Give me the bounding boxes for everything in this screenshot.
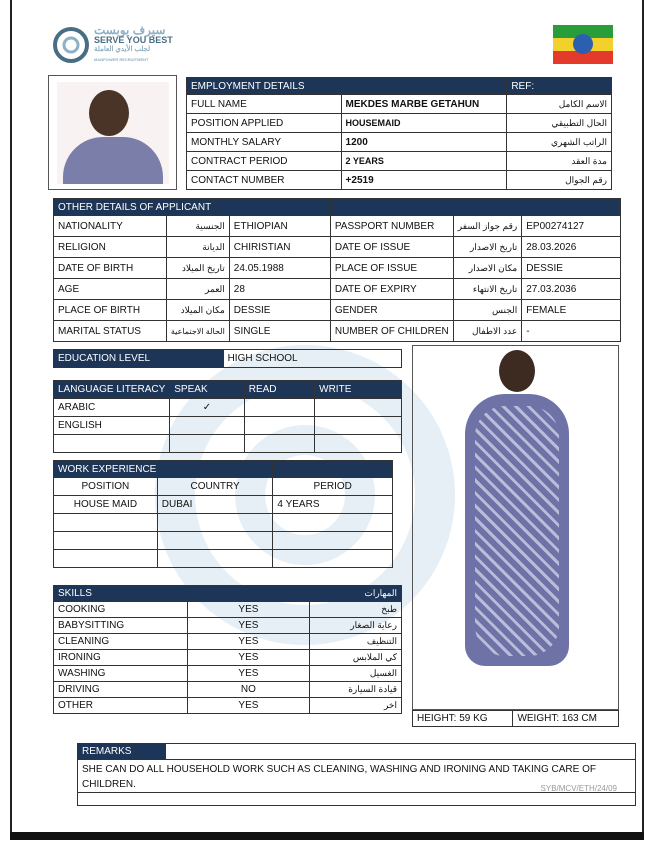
skill-arabic: طبخ — [310, 602, 402, 618]
work-experience-table — [53, 460, 393, 568]
religion-label: RELIGION — [54, 237, 167, 258]
speak-check — [170, 435, 244, 453]
skill-arabic: التنظيف — [310, 634, 402, 650]
table-row — [54, 698, 402, 714]
language-table — [53, 380, 402, 453]
contract-value: 2 YEARS — [341, 152, 507, 171]
skill-name: WASHING — [54, 666, 188, 682]
language-name — [54, 435, 170, 453]
table-row — [54, 279, 621, 300]
dob-arabic: تاريخ الميلاد — [166, 258, 229, 279]
skills-header-arabic: المهارات — [310, 586, 402, 602]
education-label: EDUCATION LEVEL — [54, 350, 224, 368]
body-measurements — [412, 710, 619, 727]
work-position: HOUSE MAID — [54, 496, 158, 514]
skill-arabic: كي الملابس — [310, 650, 402, 666]
company-logo — [52, 24, 173, 66]
position-value: HOUSEMAID — [341, 114, 507, 133]
table-row — [54, 650, 402, 666]
table-row — [54, 435, 402, 453]
write-value — [315, 417, 402, 435]
table-row — [54, 399, 402, 417]
birthplace-value: DESSIE — [229, 300, 330, 321]
country-col: COUNTRY — [157, 478, 273, 496]
ref-label: REF: — [507, 78, 612, 95]
dob-label: DATE OF BIRTH — [54, 258, 167, 279]
table-row — [54, 321, 621, 342]
skills-header: SKILLS — [54, 586, 188, 602]
skill-name: OTHER — [54, 698, 188, 714]
children-arabic: عدد الاطفال — [453, 321, 522, 342]
language-header: LANGUAGE LITERACY — [54, 381, 170, 399]
religion-value: CHIRISTIAN — [229, 237, 330, 258]
expiry-arabic: تاريخ الانتهاء — [453, 279, 522, 300]
logo-name: SERVE YOU BEST — [94, 35, 173, 45]
logo-knot-icon — [52, 24, 90, 66]
skill-arabic: رعاية الصغار — [310, 618, 402, 634]
write-value — [315, 435, 402, 453]
remarks-box — [77, 743, 636, 806]
skill-value: YES — [187, 634, 309, 650]
logo-sub: MANPOWER RECRUITMENT — [94, 57, 149, 62]
expiry-label: DATE OF EXPIRY — [330, 279, 453, 300]
age-value: 28 — [229, 279, 330, 300]
read-value — [244, 399, 314, 417]
position-arabic: الحال التطبيقي — [507, 114, 612, 133]
skill-value: YES — [187, 650, 309, 666]
skill-name: DRIVING — [54, 682, 188, 698]
salary-label: MONTHLY SALARY — [187, 133, 342, 152]
gender-label: GENDER — [330, 300, 453, 321]
marital-value: SINGLE — [229, 321, 330, 342]
table-row — [54, 514, 393, 532]
issue-date-label: DATE OF ISSUE — [330, 237, 453, 258]
remarks-header: REMARKS — [78, 744, 166, 759]
salary-value: 1200 — [341, 133, 507, 152]
skill-arabic: الغسيل — [310, 666, 402, 682]
marital-arabic: الحالة الاجتماعية — [166, 321, 229, 342]
skill-name: IRONING — [54, 650, 188, 666]
speak-header: SPEAK — [170, 381, 244, 399]
speak-check — [170, 417, 244, 435]
skill-value: YES — [187, 618, 309, 634]
skill-value: YES — [187, 666, 309, 682]
write-value — [315, 399, 402, 417]
skills-table — [53, 585, 402, 714]
issue-place-label: PLACE OF ISSUE — [330, 258, 453, 279]
gender-arabic: الجنس — [453, 300, 522, 321]
dob-value: 24.05.1988 — [229, 258, 330, 279]
table-row — [54, 666, 402, 682]
logo-sub-arabic: لجلب الأيدي العاملة — [94, 46, 151, 53]
children-value: - — [522, 321, 621, 342]
language-name: ENGLISH — [54, 417, 170, 435]
table-row — [54, 682, 402, 698]
read-header: READ — [244, 381, 314, 399]
passport-label: PASSPORT NUMBER — [330, 216, 453, 237]
table-row — [54, 550, 393, 568]
nationality-value: ETHIOPIAN — [229, 216, 330, 237]
speak-check: ✓ — [170, 399, 244, 417]
employment-details-table — [186, 77, 612, 190]
ethiopia-flag — [553, 25, 613, 64]
education-value: HIGH SCHOOL — [223, 350, 401, 368]
issue-place-value: DESSIE — [522, 258, 621, 279]
table-row — [54, 216, 621, 237]
table-row — [54, 417, 402, 435]
document-code: SYB/MCV/ETH/24/09 — [540, 784, 617, 793]
skill-value: YES — [187, 698, 309, 714]
read-value — [244, 435, 314, 453]
education-table — [53, 349, 402, 368]
birthplace-arabic: مكان الميلاد — [166, 300, 229, 321]
passport-arabic: رقم جواز السفر — [453, 216, 522, 237]
contract-arabic: مدة العقد — [507, 152, 612, 171]
applicant-photo-full — [412, 345, 619, 710]
marital-label: MARITAL STATUS — [54, 321, 167, 342]
issue-date-arabic: تاريخ الاصدار — [453, 237, 522, 258]
skill-value: NO — [187, 682, 309, 698]
logo-arabic: سيرف يوبست — [94, 23, 166, 37]
period-col: PERIOD — [273, 478, 393, 496]
full-name-arabic: الاسم الكامل — [507, 95, 612, 114]
issue-place-arabic: مكان الاصدار — [453, 258, 522, 279]
height-value: HEIGHT: 59 KG — [413, 711, 513, 727]
skill-name: CLEANING — [54, 634, 188, 650]
birthplace-label: PLACE OF BIRTH — [54, 300, 167, 321]
skill-arabic: اخر — [310, 698, 402, 714]
skill-value: YES — [187, 602, 309, 618]
children-label: NUMBER OF CHILDREN — [330, 321, 453, 342]
issue-date-value: 28.03.2026 — [522, 237, 621, 258]
work-header: WORK EXPERIENCE — [54, 461, 273, 478]
flag-emblem-icon — [573, 34, 593, 54]
age-arabic: العمر — [166, 279, 229, 300]
other-details-header: OTHER DETAILS OF APPLICANT — [54, 199, 331, 216]
skill-name: COOKING — [54, 602, 188, 618]
nationality-arabic: الجنسية — [166, 216, 229, 237]
passport-value: EP00274127 — [522, 216, 621, 237]
employment-header: EMPLOYMENT DETAILS — [187, 78, 507, 95]
table-row — [54, 258, 621, 279]
work-country: DUBAI — [157, 496, 273, 514]
bottom-bar — [10, 832, 644, 840]
write-header: WRITE — [315, 381, 402, 399]
table-row — [54, 618, 402, 634]
table-row — [54, 532, 393, 550]
skill-name: BABYSITTING — [54, 618, 188, 634]
other-details-table — [53, 198, 621, 342]
table-row — [54, 496, 393, 514]
salary-arabic: الراتب الشهري — [507, 133, 612, 152]
weight-value: WEIGHT: 163 CM — [513, 711, 619, 727]
full-name-value: MEKDES MARBE GETAHUN — [341, 95, 507, 114]
table-row — [54, 237, 621, 258]
applicant-photo-small — [48, 75, 177, 190]
full-name-label: FULL NAME — [187, 95, 342, 114]
table-row — [54, 300, 621, 321]
contact-value: +2519 — [341, 171, 507, 190]
nationality-label: NATIONALITY — [54, 216, 167, 237]
read-value — [244, 417, 314, 435]
table-row — [54, 602, 402, 618]
remarks-text: SHE CAN DO ALL HOUSEHOLD WORK SUCH AS CLEANING, WASHING AND IRONING AND TAKING CARE OF CHILDREN. — [82, 764, 596, 790]
religion-arabic: الديانة — [166, 237, 229, 258]
contact-arabic: رقم الجوال — [507, 171, 612, 190]
table-row — [54, 634, 402, 650]
language-name: ARABIC — [54, 399, 170, 417]
contract-label: CONTRACT PERIOD — [187, 152, 342, 171]
work-period: 4 YEARS — [273, 496, 393, 514]
age-label: AGE — [54, 279, 167, 300]
gender-value: FEMALE — [522, 300, 621, 321]
skill-arabic: قيادة السيارة — [310, 682, 402, 698]
position-label: POSITION APPLIED — [187, 114, 342, 133]
position-col: POSITION — [54, 478, 158, 496]
expiry-value: 27.03.2036 — [522, 279, 621, 300]
contact-label: CONTACT NUMBER — [187, 171, 342, 190]
